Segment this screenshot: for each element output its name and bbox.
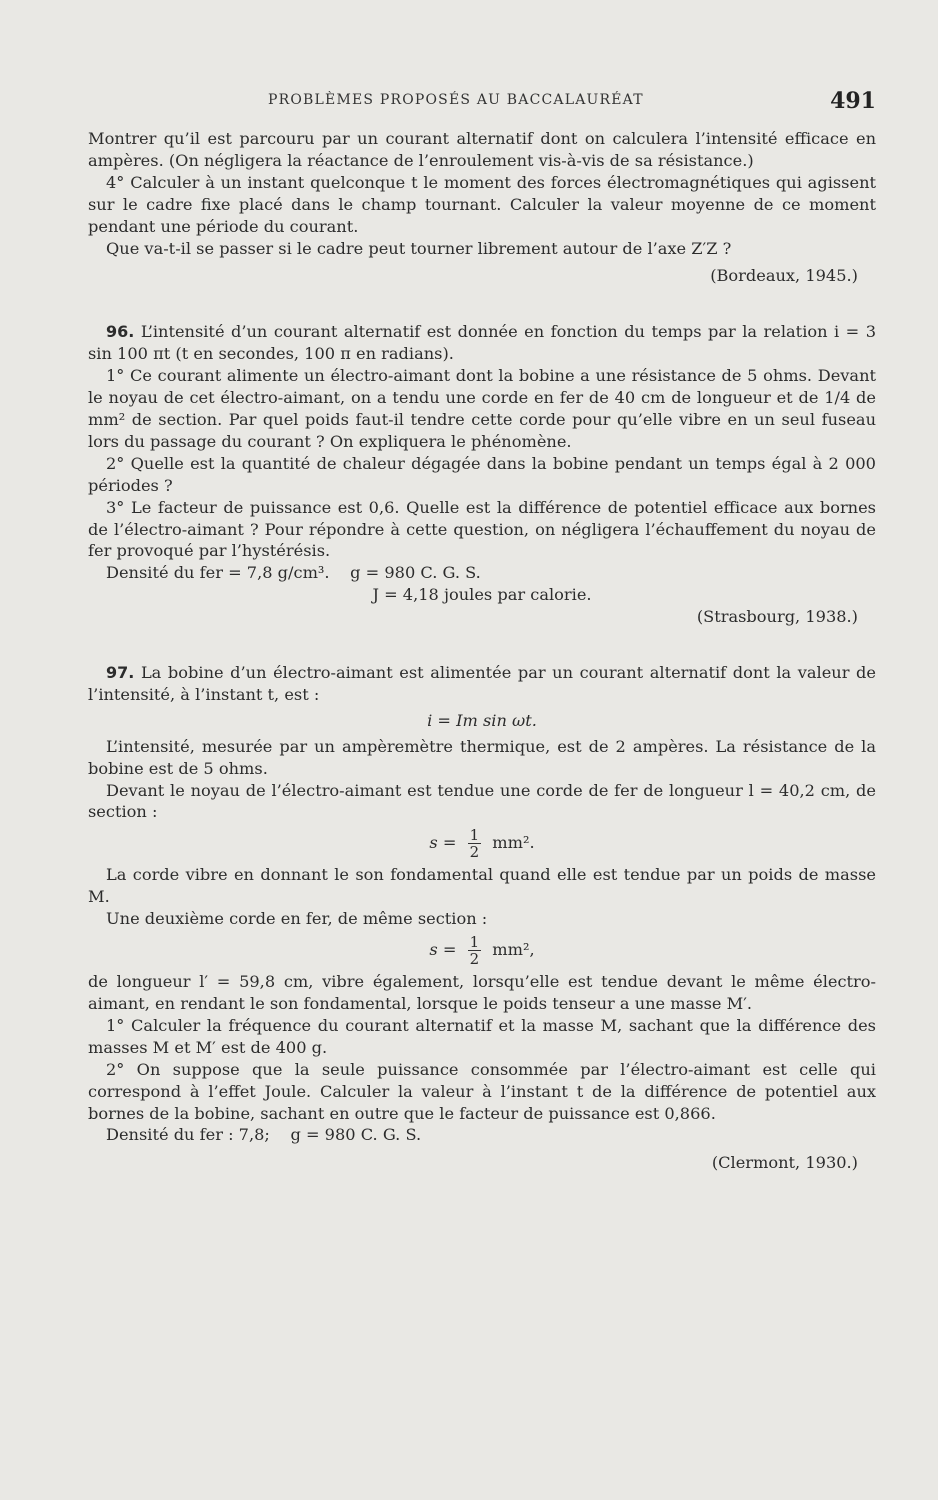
formula-section-1: [88, 827, 876, 860]
fraction-numerator: 1: [469, 826, 480, 845]
problem-97-question-1: 1° Calculer la fréquence du courant alternatif et la masse M, sachant que la différence des masses M et M′ est de 400 g.: [88, 1015, 876, 1057]
formula-section-2-unit: mm²,: [492, 940, 535, 960]
problem-96-question-3: 3° Le facteur de puissance est 0,6. Quelle est la différence de potentiel efficace aux bornes de l’électro-aimant ? Pour répondre à cette question, on négligera l’échauffement du noyau de fer provoqué par l’hystérésis.: [88, 497, 876, 561]
formula-section-1-unit: mm².: [492, 833, 535, 853]
problem-97-intro: [88, 662, 876, 706]
page-body: [88, 128, 876, 1174]
source-bordeaux: (Bordeaux, 1945.): [710, 266, 858, 286]
formula-intensity: i = Im sin ωt.: [427, 710, 537, 730]
problem-97-intro-text: La bobine d’un électro-aimant est alimentée par un courant alternatif dont la valeur de l’intensité, à l’instant t, est :: [88, 663, 876, 704]
fraction-one-half-1: [468, 827, 482, 860]
problem-96-number: 96.: [106, 322, 135, 342]
problem-97-paragraph-5: Une deuxième corde en fer, de même section :: [106, 909, 488, 929]
problem-96-question-2: 2° Quelle est la quantité de chaleur dégagée dans la bobine pendant un temps égal à 2 000 périodes ?: [88, 453, 876, 495]
intro-question-4: 4° Calculer à un instant quelconque t le moment des forces électromagnétiques qui agissent sur le cadre fixe placé dans le champ tournant. Calculer la valeur moyenne de ce moment pendant une période du courant.: [88, 172, 876, 236]
problem-97-paragraph-3: Devant le noyau de l’électro-aimant est tendue une corde de fer de longueur l = 40,2 cm, de section :: [88, 780, 876, 822]
source-strasbourg: (Strasbourg, 1938.): [696, 607, 858, 627]
problem-96-data-2: J = 4,18 joules par calorie.: [372, 585, 592, 605]
formula-section-1-lhs: s =: [429, 833, 457, 853]
fraction-denominator: 2: [469, 950, 480, 969]
problem-97-paragraph-2: L’intensité, mesurée par un ampèremètre thermique, est de 2 ampères. La résistance de la bobine est de 5 ohms.: [88, 736, 876, 778]
problem-96-intro-text: L’intensité d’un courant alternatif est donnée en fonction du temps par la relation i = 3 sin 100 πt (t en secondes, 100 π en radians).: [88, 322, 876, 364]
problem-96-question-1: 1° Ce courant alimente un électro-aimant dont la bobine a une résistance de 5 ohms. Devant le noyau de cet électro-aimant, on a tendu une corde en fer de 40 cm de longueur et de 1/4 de mm² de section. Par quel poids faut-il tendre cette corde pour qu’elle vibre en un seul fuseau lors du passage du courant ? On expliquera le phénomène.: [88, 366, 876, 451]
intro-paragraph-3: Que va-t-il se passer si le cadre peut tourner librement autour de l’axe Z′Z ?: [106, 238, 732, 258]
problem-97-paragraph-6: de longueur l′ = 59,8 cm, vibre également, lorsqu’elle est tendue devant le même électro-aimant, en rendant le son fondamental, lorsque le poids tenseur a une masse M′.: [88, 972, 876, 1013]
fraction-numerator: 1: [469, 933, 480, 952]
problem-96-data-1: Densité du fer = 7,8 g/cm³. g = 980 C. G. S.: [106, 563, 481, 583]
fraction-denominator: 2: [469, 843, 480, 862]
problem-97-question-2: 2° On suppose que la seule puissance consommée par l’électro-aimant est celle qui correspond à l’effet Joule. Calculer la valeur à l’instant t de la différence de potentiel aux bornes de la bobine, sachant en outre que le facteur de puissance est 0,866.: [88, 1059, 876, 1123]
problem-97-number: 97.: [106, 663, 135, 683]
problem-96-intro: [88, 321, 876, 365]
page-header: [90, 88, 876, 116]
intro-paragraph-1: Montrer qu’il est parcouru par un courant alternatif dont on calculera l’intensité efficace en ampères. (On négligera la réactance de l’enroulement vis-à-vis de sa résistance.): [88, 129, 876, 170]
problem-97-data: Densité du fer : 7,8; g = 980 C. G. S.: [106, 1125, 422, 1145]
running-title: PROBLÈMES PROPOSÉS AU BACCALAURÉAT: [268, 92, 644, 108]
formula-section-2: [88, 934, 876, 967]
page-number: 491: [830, 88, 876, 114]
problem-97-paragraph-4: La corde vibre en donnant le son fondamental quand elle est tendue par un poids de masse M.: [88, 865, 876, 907]
fraction-one-half-2: [468, 934, 482, 967]
formula-section-2-lhs: s =: [429, 940, 457, 960]
source-clermont: (Clermont, 1930.): [711, 1153, 858, 1173]
